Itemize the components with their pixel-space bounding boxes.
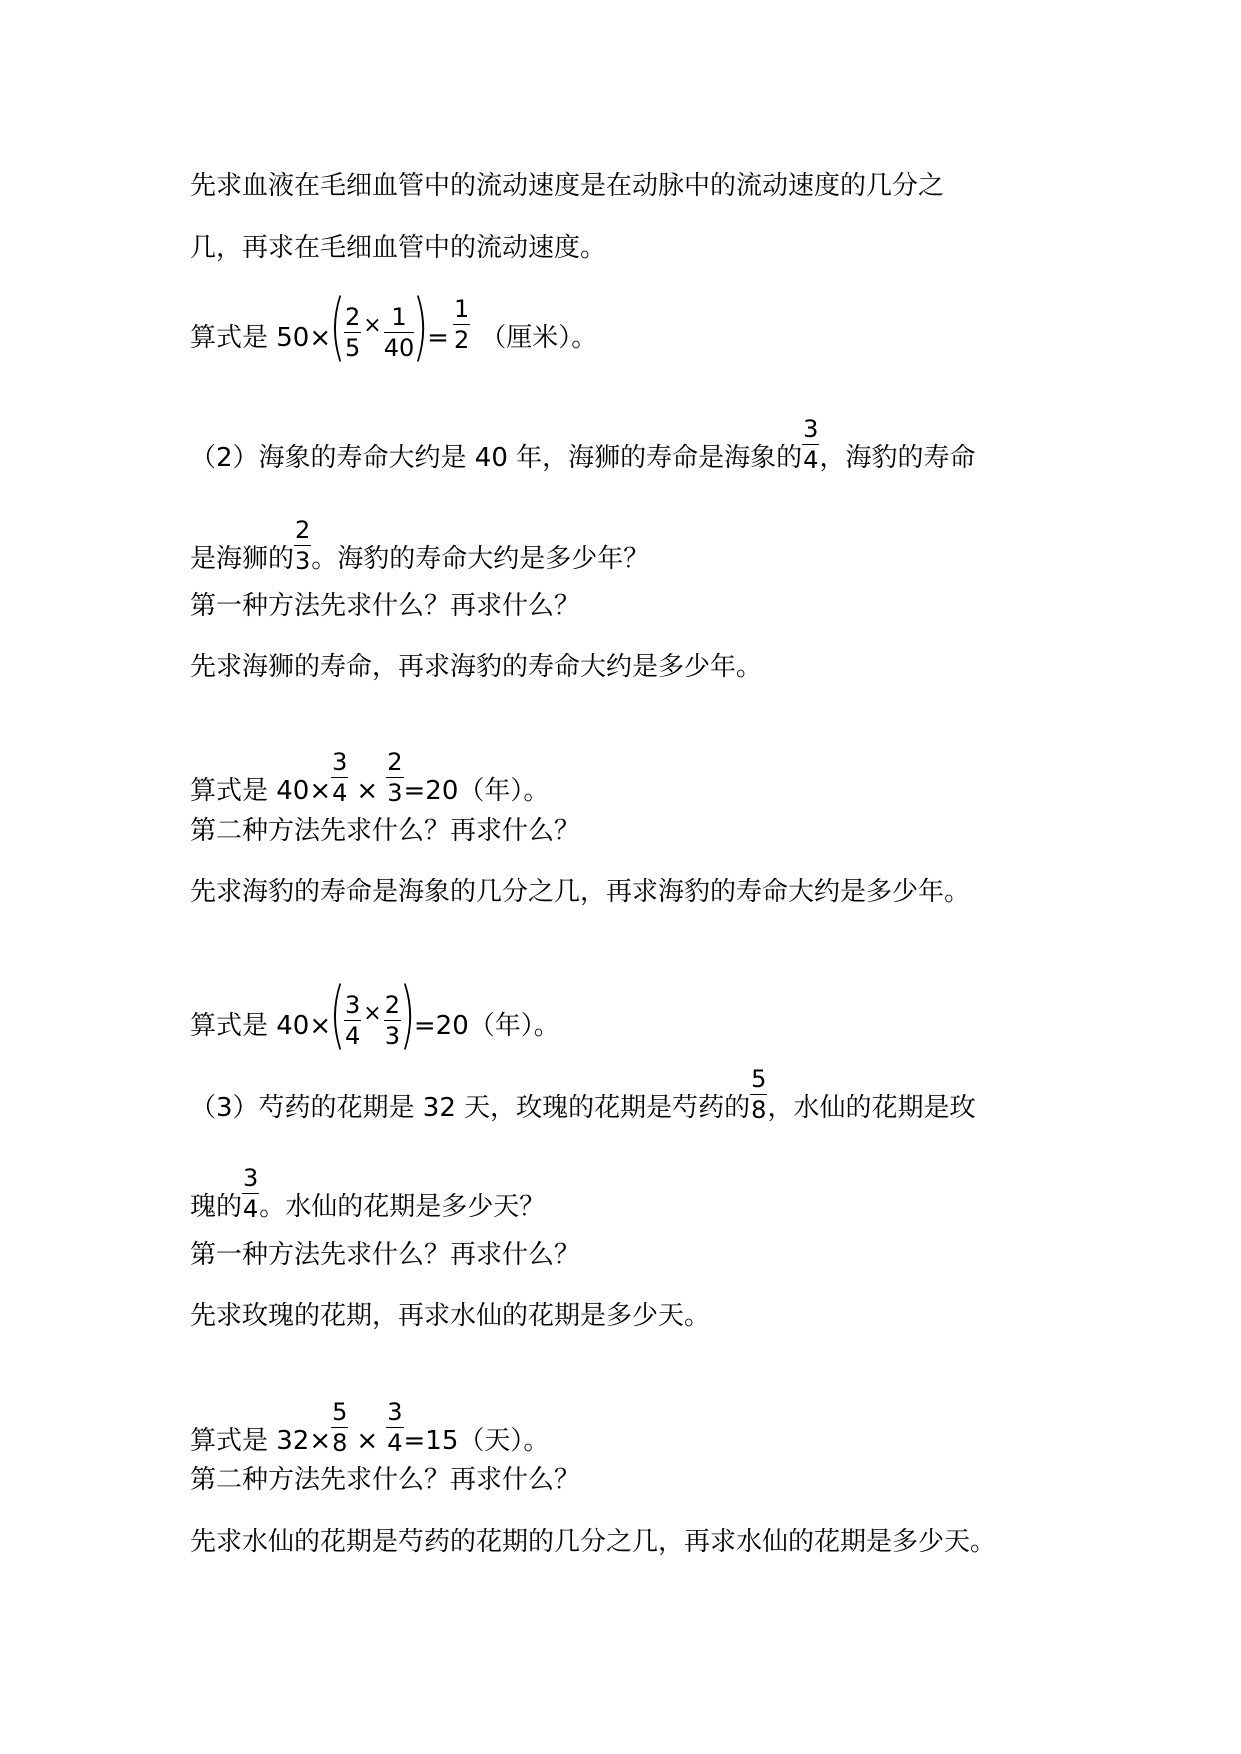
denominator: 4 [387, 1429, 403, 1457]
question-line [190, 518, 649, 575]
question-text: ，海豹的寿命 [819, 443, 976, 473]
fraction [384, 305, 415, 360]
formula-prefix: 算式是 40× [190, 776, 332, 806]
question-line [190, 1166, 545, 1223]
numerator: 1 [391, 303, 407, 331]
numerator: 3 [387, 1398, 403, 1426]
numerator: 3 [803, 415, 819, 443]
formula-suffix: （厘米）。 [480, 323, 598, 353]
times-sign: × [363, 313, 382, 338]
question-text: 瑰的 [190, 1192, 243, 1222]
numerator: 2 [387, 748, 403, 776]
denominator: 5 [345, 334, 361, 362]
formula-line [190, 750, 549, 807]
fraction [331, 1400, 348, 1455]
fraction [750, 1067, 767, 1122]
text-line: 先求玫瑰的花期，再求水仙的花期是多少天。 [190, 1301, 711, 1331]
times-sign: × [356, 1426, 379, 1456]
right-paren: ) [399, 972, 416, 1058]
right-paren: ) [412, 284, 429, 370]
fraction [294, 518, 311, 573]
denominator: 4 [803, 446, 819, 474]
times-sign: × [356, 776, 379, 806]
formula-suffix: =15（天）。 [403, 1426, 550, 1456]
text-line: 先求海狮的寿命，再求海豹的寿命大约是多少年。 [190, 652, 763, 682]
question-text: 。水仙的花期是多少天？ [259, 1192, 546, 1222]
numerator: 1 [453, 295, 470, 323]
question-text: 。海豹的寿命大约是多少年？ [311, 544, 650, 574]
denominator: 3 [295, 547, 311, 575]
text-line: 几，再求在毛细血管中的流动速度。 [190, 233, 607, 263]
fraction [453, 297, 470, 352]
formula-line [190, 972, 560, 1058]
question-text: 是海狮的 [190, 544, 295, 574]
left-paren: ( [329, 284, 346, 370]
formula-suffix: =20（年）。 [413, 1011, 560, 1041]
text-line: 第一种方法先求什么？再求什么？ [190, 591, 581, 621]
numerator: 3 [332, 748, 348, 776]
fraction [386, 1400, 403, 1455]
formula-line [190, 1400, 549, 1457]
fraction [384, 993, 401, 1048]
denominator: 4 [345, 1022, 361, 1050]
numerator: 2 [384, 991, 401, 1019]
text-line: 第二种方法先求什么？再求什么？ [190, 1465, 581, 1495]
denominator: 2 [453, 326, 470, 354]
fraction [344, 305, 361, 360]
fraction [331, 750, 348, 805]
question-text: （3）芍药的花期是 32 天，玫瑰的花期是芍药的 [190, 1093, 751, 1123]
times-sign: × [363, 1001, 382, 1026]
numerator: 2 [295, 516, 311, 544]
numerator: 5 [332, 1398, 348, 1426]
numerator: 2 [345, 303, 361, 331]
text-line: 先求海豹的寿命是海象的几分之几，再求海豹的寿命大约是多少年。 [190, 877, 971, 907]
text-line: 先求血液在毛细血管中的流动速度是在动脉中的流动速度的几分之 [190, 171, 945, 201]
question-text: （2）海象的寿命大约是 40 年，海狮的寿命是海象的 [190, 443, 803, 473]
denominator: 40 [383, 334, 415, 362]
equals-sign: = [427, 323, 449, 353]
numerator: 3 [243, 1164, 259, 1192]
question-line [190, 1067, 975, 1124]
denominator: 4 [243, 1195, 259, 1223]
formula-prefix: 算式是 50× [190, 323, 332, 353]
formula-prefix: 算式是 40× [190, 1011, 332, 1041]
fraction [386, 750, 403, 805]
text-line: 第一种方法先求什么？再求什么？ [190, 1240, 581, 1270]
fraction [802, 417, 819, 472]
text-line: 第二种方法先求什么？再求什么？ [190, 816, 581, 846]
question-text: ，水仙的花期是玫 [767, 1093, 976, 1123]
fraction [242, 1166, 259, 1221]
denominator: 3 [387, 779, 403, 807]
denominator: 3 [384, 1022, 401, 1050]
formula-suffix: =20（年）。 [403, 776, 550, 806]
formula-prefix: 算式是 32× [190, 1426, 332, 1456]
fraction [344, 993, 361, 1048]
numerator: 5 [751, 1065, 767, 1093]
denominator: 4 [332, 779, 348, 807]
numerator: 3 [345, 991, 361, 1019]
left-paren: ( [329, 972, 346, 1058]
denominator: 8 [332, 1429, 348, 1457]
denominator: 8 [751, 1096, 767, 1124]
formula-line [190, 284, 598, 370]
text-line: 先求水仙的花期是芍药的花期的几分之几，再求水仙的花期是多少天。 [190, 1527, 997, 1557]
question-line [190, 417, 975, 474]
